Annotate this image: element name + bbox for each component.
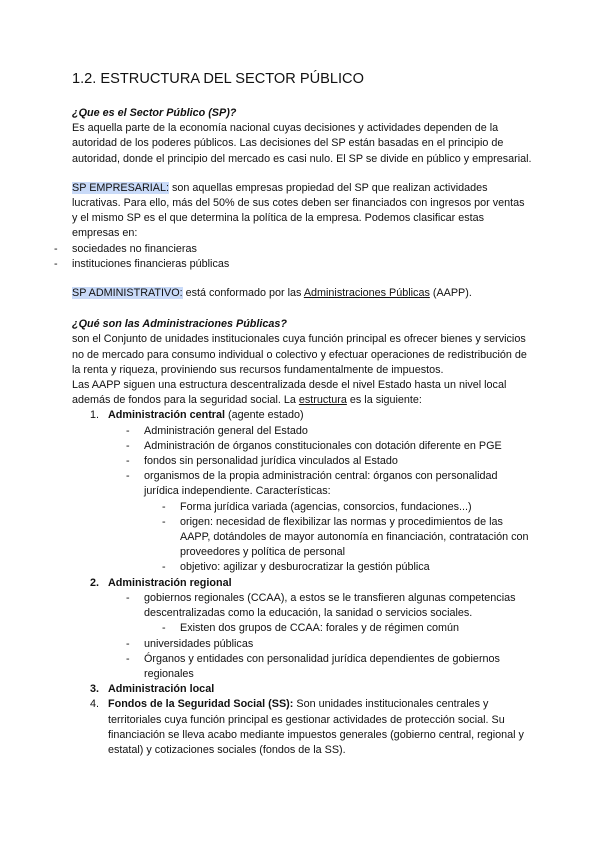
question-heading: ¿Qué son las Administraciones Públicas? xyxy=(72,318,287,331)
document-page xyxy=(72,70,532,758)
item-title: Administración local xyxy=(108,683,215,696)
list-number: 1. xyxy=(90,409,100,422)
highlight-label: SP EMPRESARIAL: xyxy=(72,181,170,194)
regional-list xyxy=(108,591,532,682)
list-item: - sociedades no financieras xyxy=(72,242,532,257)
list-item: - instituciones financieras públicas xyxy=(72,257,532,272)
paragraph xyxy=(72,378,532,408)
list-item: - origen: necesidad de flexibilizar las normas y procedimientos de las AAPP, dotándoles de mayor autonomía en financiación, contratación con proveedores y política de personal xyxy=(180,515,532,561)
paragraph-text: es la siguiente: xyxy=(346,394,422,407)
structure-item-central xyxy=(72,408,532,575)
structure-list xyxy=(72,408,532,758)
highlight-label: SP ADMINISTRATIVO: xyxy=(72,287,183,300)
list-item: - Administración general del Estado xyxy=(144,424,532,439)
list-number: 2. xyxy=(90,576,100,589)
paragraph-text: Las AAPP siguen una estructura descentralizada desde el nivel Estado hasta un nivel local además de fondos para la seguridad social. La xyxy=(72,379,507,407)
item-text: (agente estado) xyxy=(225,409,304,422)
item-title: Administración regional xyxy=(108,576,232,589)
company-list xyxy=(72,242,532,272)
list-number: 4. xyxy=(90,698,100,711)
structure-item-regional xyxy=(72,576,532,682)
link-aapp[interactable]: Administraciones Públicas xyxy=(303,287,430,300)
list-item: - fondos sin personalidad jurídica vinculados al Estado xyxy=(144,454,532,469)
item-text: Son unidades institucionales centrales y territoriales cuya función principal es gestionar actividades de protección social. Su financiación se lleva acabo mediante impuestos generales (gobierno central, regional y estatal) y cotizaciones sociales (fondos de la SS). xyxy=(108,698,524,756)
paragraph-sp-empresarial xyxy=(72,181,532,242)
paragraph: Es aquella parte de la economía nacional cuyas decisiones y actividades dependen de la autoridad de los poderes públicos. Las decisiones del SP están basadas en el principio de autoridad, donde el principio del mercado es casi nulo. El SP se divide en público y empresarial. xyxy=(72,122,532,165)
list-item: - Forma jurídica variada (agencias, consorcios, fundaciones...) xyxy=(180,500,532,515)
paragraph-text: son aquellas empresas propiedad del SP que realizan actividades lucrativas. Para ello, más del 50% de sus cotes deben ser financiados con ingresos por ventas y el mismo SP es el que determina la política de la empresa. Podemos clasificar estas empresas en: xyxy=(72,181,525,240)
structure-item-local xyxy=(72,682,532,697)
paragraph: son el Conjunto de unidades institucionales cuya función principal es ofrecer bienes y servicios no de mercado para consumo individual o colectivo y efectuar operaciones de redistribución de la renta y riqueza, proviniendo sus recursos fundamentalmente de impuestos. xyxy=(72,333,527,376)
list-item: - Administración de órganos constitucionales con dotación diferente en PGE xyxy=(144,439,532,454)
paragraph-text: (AAPP). xyxy=(429,287,472,300)
list-item: - Órganos y entidades con personalidad jurídica dependientes de gobiernos regionales xyxy=(144,652,532,682)
list-item: - organismos de la propia administración central: órganos con personalidad jurídica independiente. Características: - Forma jurídica variada (agencias, consorcios, fundaciones...) - origen: necesidad de flexibilizar las normas y procedimientos de las AAPP, dotándoles de mayor autonomía en financiación, contratación con proveedores y política de personal - objetivo: agilizar y desburocratizar la gestión pública xyxy=(144,469,532,575)
list-item: - Existen dos grupos de CCAA: forales y de régimen común xyxy=(180,621,532,636)
item-title: Fondos de la Seguridad Social (SS): xyxy=(108,698,294,711)
item-title: Administración central xyxy=(108,409,225,422)
paragraph-sp-administrativo xyxy=(72,286,532,301)
central-sub-list xyxy=(144,500,532,576)
structure-item-ss xyxy=(72,697,532,758)
page-title: 1.2. ESTRUCTURA DEL SECTOR PÚBLICO xyxy=(72,71,364,87)
paragraph-text: está conformado por las xyxy=(182,287,304,300)
central-list xyxy=(108,424,532,576)
question-heading: ¿Que es el Sector Público (SP)? xyxy=(72,107,237,119)
list-item: - objetivo: agilizar y desburocratizar la gestión pública xyxy=(180,560,532,575)
list-number: 3. xyxy=(90,683,100,696)
regional-sub-list xyxy=(144,621,532,636)
list-item: - gobiernos regionales (CCAA), a estos se le transfieren algunas competencias descentralizadas como la educación, la sanidad o servicios sociales. - Existen dos grupos de CCAA: forales y de régimen común xyxy=(144,591,532,637)
link-estructura[interactable]: estructura xyxy=(298,394,347,407)
list-item: - universidades públicas xyxy=(144,637,532,652)
